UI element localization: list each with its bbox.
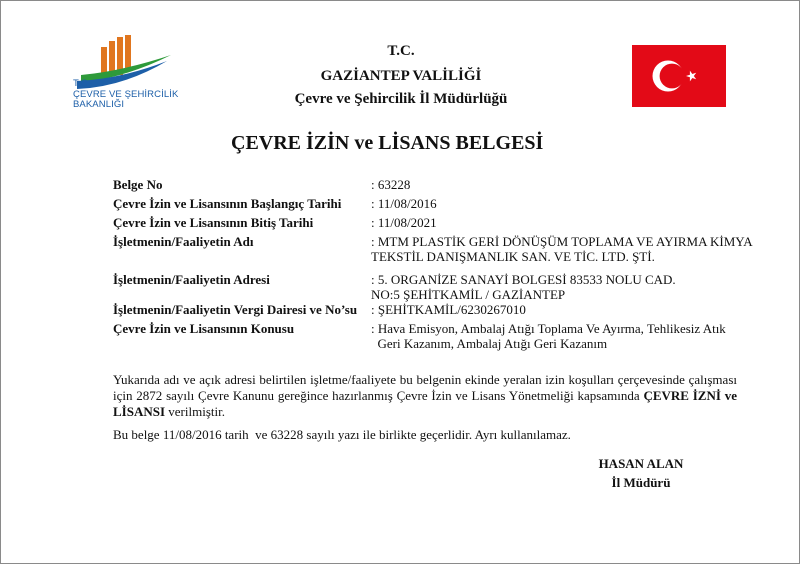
field-label-end-date: Çevre İzin ve Lisansının Bitiş Tarihi xyxy=(113,215,314,230)
body-paragraph xyxy=(113,372,737,420)
header-line-3: Çevre ve Şehircilik İl Müdürlüğü xyxy=(294,91,508,107)
field-value-address-line-2: NO:5 ŞEHİTKAMİL / GAZİANTEP xyxy=(371,287,566,302)
field-value-belge-no: : 63228 xyxy=(371,177,411,192)
turkish-flag-icon xyxy=(632,45,726,107)
logo-line-1: T.C. xyxy=(73,78,91,89)
field-value-subject-line-1: : Hava Emisyon, Ambalaj Atığı Toplama Ve Ayırma, Tehlikesiz Atık xyxy=(371,321,726,336)
field-value-tax-office: : ŞEHİTKAMİL/6230267010 xyxy=(371,302,526,317)
document-title: ÇEVRE İZİN ve LİSANS BELGESİ xyxy=(231,132,544,154)
field-label-start-date: Çevre İzin ve Lisansının Başlangıç Tarihi xyxy=(113,196,342,211)
signatory-title: İl Müdürü xyxy=(611,475,671,490)
logo-line-3: BAKANLIĞI xyxy=(73,99,125,110)
field-label-belge-no: Belge No xyxy=(113,177,163,192)
field-value-company-name-line-2: TEKSTİL DANIŞMANLIK SAN. VE TİC. LTD. ŞTİ. xyxy=(371,249,655,264)
validity-note: Bu belge 11/08/2016 tarih ve 63228 sayılı yazı ile birlikte geçerlidir. Ayrı kullanılamaz. xyxy=(113,427,571,442)
field-value-end-date: : 11/08/2021 xyxy=(371,215,437,230)
field-label-company-name: İşletmenin/Faaliyetin Adı xyxy=(113,234,254,249)
field-value-address-line-1: : 5. ORGANİZE SANAYİ BOLGESİ 83533 NOLU CAD. xyxy=(371,272,676,287)
field-label-subject: Çevre İzin ve Lisansının Konusu xyxy=(113,321,295,336)
header-line-1: T.C. xyxy=(387,43,415,59)
body-text-part-2: verilmiştir. xyxy=(165,404,225,419)
logo-line-2: ÇEVRE VE ŞEHİRCİLİK xyxy=(73,88,179,100)
field-value-subject-line-2: Geri Kazanım, Ambalaj Atığı Geri Kazanım xyxy=(371,336,608,351)
header-line-2: GAZİANTEP VALİLİĞİ xyxy=(320,68,482,84)
field-label-tax-office: İşletmenin/Faaliyetin Vergi Dairesi ve No’su xyxy=(113,302,358,317)
field-value-company-name-line-1: : MTM PLASTİK GERİ DÖNÜŞÜM TOPLAMA VE AYIRMA KİMYA xyxy=(371,234,753,249)
signatory-name: HASAN ALAN xyxy=(598,456,684,471)
field-value-start-date: : 11/08/2016 xyxy=(371,196,437,211)
body-text-bold: ÇEVRE İZNİ ve LİSANSI xyxy=(113,388,737,419)
field-label-address: İşletmenin/Faaliyetin Adresi xyxy=(113,272,270,287)
body-text-part-1: Yukarıda adı ve açık adresi belirtilen işletme/faaliyete bu belgenin ekinde yeralan izin koşulları çerçevesinde çalışması için 2872 sayılı Çevre Kanunu gereğince hazırlanmış Çevre İzin ve Lisans Yönetmeliği kapsamında xyxy=(113,372,737,403)
